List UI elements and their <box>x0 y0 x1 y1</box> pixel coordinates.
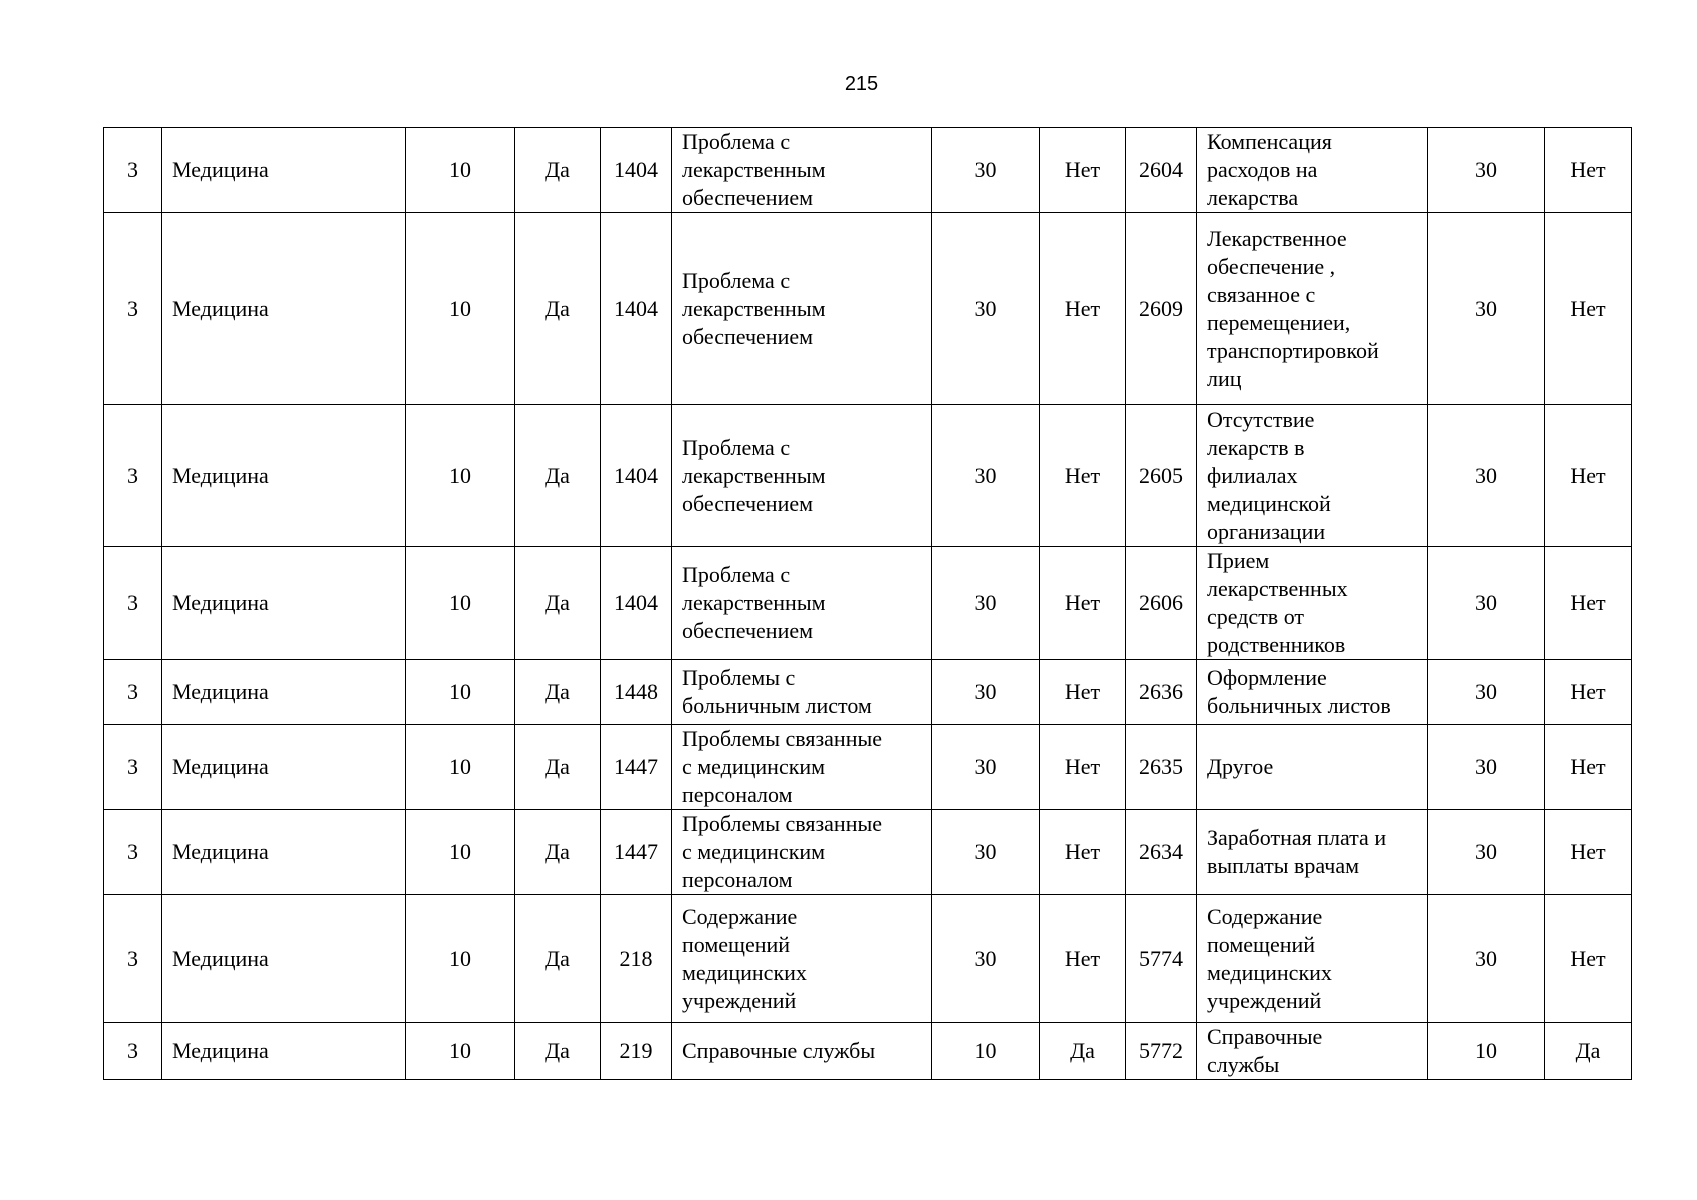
cell-category: Медицина <box>162 128 406 213</box>
table-row <box>104 810 1632 895</box>
cell-group: 3 <box>104 547 162 660</box>
cell-category: Медицина <box>162 1023 406 1080</box>
table-row <box>104 128 1632 213</box>
cell-flag: Да <box>515 660 601 725</box>
cell-subtopic: Прием лекарственных средств от родственников <box>1197 547 1428 660</box>
cell-topic: Содержание помещений медицинских учреждений <box>672 895 932 1023</box>
cell-topic-code: 219 <box>601 1023 672 1080</box>
cell-topic-days: 30 <box>932 128 1040 213</box>
cell-days: 10 <box>406 128 515 213</box>
cell-category: Медицина <box>162 547 406 660</box>
cell-subtopic-flag: Нет <box>1545 405 1632 547</box>
page-number: 215 <box>844 73 879 95</box>
cell-topic-days: 30 <box>932 547 1040 660</box>
cell-topic-code: 218 <box>601 895 672 1023</box>
table-row <box>104 405 1632 547</box>
cell-days: 10 <box>406 213 515 405</box>
cell-topic-days: 30 <box>932 405 1040 547</box>
cell-topic-flag: Нет <box>1040 128 1126 213</box>
cell-topic-days: 30 <box>932 895 1040 1023</box>
cell-subtopic-code: 2636 <box>1126 660 1197 725</box>
cell-subtopic-days: 30 <box>1428 547 1545 660</box>
cell-subtopic-flag: Нет <box>1545 213 1632 405</box>
cell-group: 3 <box>104 1023 162 1080</box>
cell-days: 10 <box>406 405 515 547</box>
cell-topic: Проблема с лекарственным обеспечением <box>672 128 932 213</box>
cell-subtopic-code: 5774 <box>1126 895 1197 1023</box>
cell-topic-code: 1448 <box>601 660 672 725</box>
data-table <box>103 127 1632 1080</box>
cell-subtopic-code: 2604 <box>1126 128 1197 213</box>
cell-subtopic-flag: Нет <box>1545 128 1632 213</box>
cell-topic: Проблемы связанные с медицинским персоналом <box>672 725 932 810</box>
cell-days: 10 <box>406 810 515 895</box>
cell-days: 10 <box>406 895 515 1023</box>
cell-group: 3 <box>104 213 162 405</box>
cell-topic-code: 1404 <box>601 547 672 660</box>
cell-subtopic-flag: Нет <box>1545 810 1632 895</box>
cell-topic: Проблема с лекарственным обеспечением <box>672 213 932 405</box>
cell-category: Медицина <box>162 725 406 810</box>
cell-topic-flag: Да <box>1040 1023 1126 1080</box>
cell-category: Медицина <box>162 810 406 895</box>
cell-topic-days: 30 <box>932 725 1040 810</box>
cell-subtopic-flag: Да <box>1545 1023 1632 1080</box>
cell-topic-code: 1404 <box>601 405 672 547</box>
table-row <box>104 1023 1632 1080</box>
cell-subtopic: Содержание помещений медицинских учреждений <box>1197 895 1428 1023</box>
cell-subtopic-code: 2609 <box>1126 213 1197 405</box>
table-row <box>104 547 1632 660</box>
cell-subtopic-code: 5772 <box>1126 1023 1197 1080</box>
cell-group: 3 <box>104 895 162 1023</box>
cell-topic-code: 1404 <box>601 128 672 213</box>
cell-days: 10 <box>406 1023 515 1080</box>
cell-subtopic: Другое <box>1197 725 1428 810</box>
cell-group: 3 <box>104 128 162 213</box>
cell-subtopic: Отсутствие лекарств в филиалах медицинской организации <box>1197 405 1428 547</box>
cell-topic-days: 10 <box>932 1023 1040 1080</box>
cell-category: Медицина <box>162 660 406 725</box>
cell-topic-code: 1447 <box>601 810 672 895</box>
cell-topic-flag: Нет <box>1040 547 1126 660</box>
cell-topic-days: 30 <box>932 810 1040 895</box>
cell-topic-code: 1447 <box>601 725 672 810</box>
cell-topic-code: 1404 <box>601 213 672 405</box>
cell-subtopic-days: 30 <box>1428 660 1545 725</box>
cell-category: Медицина <box>162 405 406 547</box>
cell-subtopic-code: 2634 <box>1126 810 1197 895</box>
cell-subtopic-days: 30 <box>1428 128 1545 213</box>
cell-topic-flag: Нет <box>1040 405 1126 547</box>
cell-topic: Проблемы связанные с медицинским персоналом <box>672 810 932 895</box>
cell-flag: Да <box>515 213 601 405</box>
cell-subtopic: Лекарственное обеспечение , связанное с перемещениеи, транспортировкой лиц <box>1197 213 1428 405</box>
cell-topic: Справочные службы <box>672 1023 932 1080</box>
cell-topic: Проблема с лекарственным обеспечением <box>672 405 932 547</box>
cell-group: 3 <box>104 725 162 810</box>
cell-flag: Да <box>515 725 601 810</box>
cell-group: 3 <box>104 660 162 725</box>
cell-flag: Да <box>515 128 601 213</box>
cell-flag: Да <box>515 405 601 547</box>
cell-topic-flag: Нет <box>1040 725 1126 810</box>
cell-days: 10 <box>406 547 515 660</box>
cell-category: Медицина <box>162 895 406 1023</box>
cell-days: 10 <box>406 660 515 725</box>
cell-subtopic-days: 30 <box>1428 213 1545 405</box>
cell-subtopic-days: 30 <box>1428 725 1545 810</box>
cell-subtopic-days: 30 <box>1428 810 1545 895</box>
cell-subtopic: Справочные службы <box>1197 1023 1428 1080</box>
table-row <box>104 895 1632 1023</box>
cell-subtopic: Оформление больничных листов <box>1197 660 1428 725</box>
cell-flag: Да <box>515 895 601 1023</box>
cell-topic-flag: Нет <box>1040 660 1126 725</box>
cell-group: 3 <box>104 810 162 895</box>
cell-subtopic-days: 30 <box>1428 405 1545 547</box>
cell-subtopic: Заработная плата и выплаты врачам <box>1197 810 1428 895</box>
cell-topic-flag: Нет <box>1040 895 1126 1023</box>
cell-flag: Да <box>515 547 601 660</box>
cell-subtopic-code: 2605 <box>1126 405 1197 547</box>
cell-category: Медицина <box>162 213 406 405</box>
cell-topic: Проблема с лекарственным обеспечением <box>672 547 932 660</box>
cell-topic-days: 30 <box>932 660 1040 725</box>
cell-topic-flag: Нет <box>1040 810 1126 895</box>
cell-subtopic: Компенсация расходов на лекарства <box>1197 128 1428 213</box>
cell-group: 3 <box>104 405 162 547</box>
cell-subtopic-flag: Нет <box>1545 547 1632 660</box>
cell-flag: Да <box>515 810 601 895</box>
table-row <box>104 725 1632 810</box>
cell-days: 10 <box>406 725 515 810</box>
cell-topic: Проблемы с больничным листом <box>672 660 932 725</box>
table-row <box>104 660 1632 725</box>
cell-flag: Да <box>515 1023 601 1080</box>
cell-topic-flag: Нет <box>1040 213 1126 405</box>
cell-subtopic-days: 30 <box>1428 895 1545 1023</box>
cell-topic-days: 30 <box>932 213 1040 405</box>
cell-subtopic-flag: Нет <box>1545 895 1632 1023</box>
cell-subtopic-flag: Нет <box>1545 725 1632 810</box>
cell-subtopic-flag: Нет <box>1545 660 1632 725</box>
cell-subtopic-code: 2635 <box>1126 725 1197 810</box>
cell-subtopic-code: 2606 <box>1126 547 1197 660</box>
cell-subtopic-days: 10 <box>1428 1023 1545 1080</box>
table-row <box>104 213 1632 405</box>
